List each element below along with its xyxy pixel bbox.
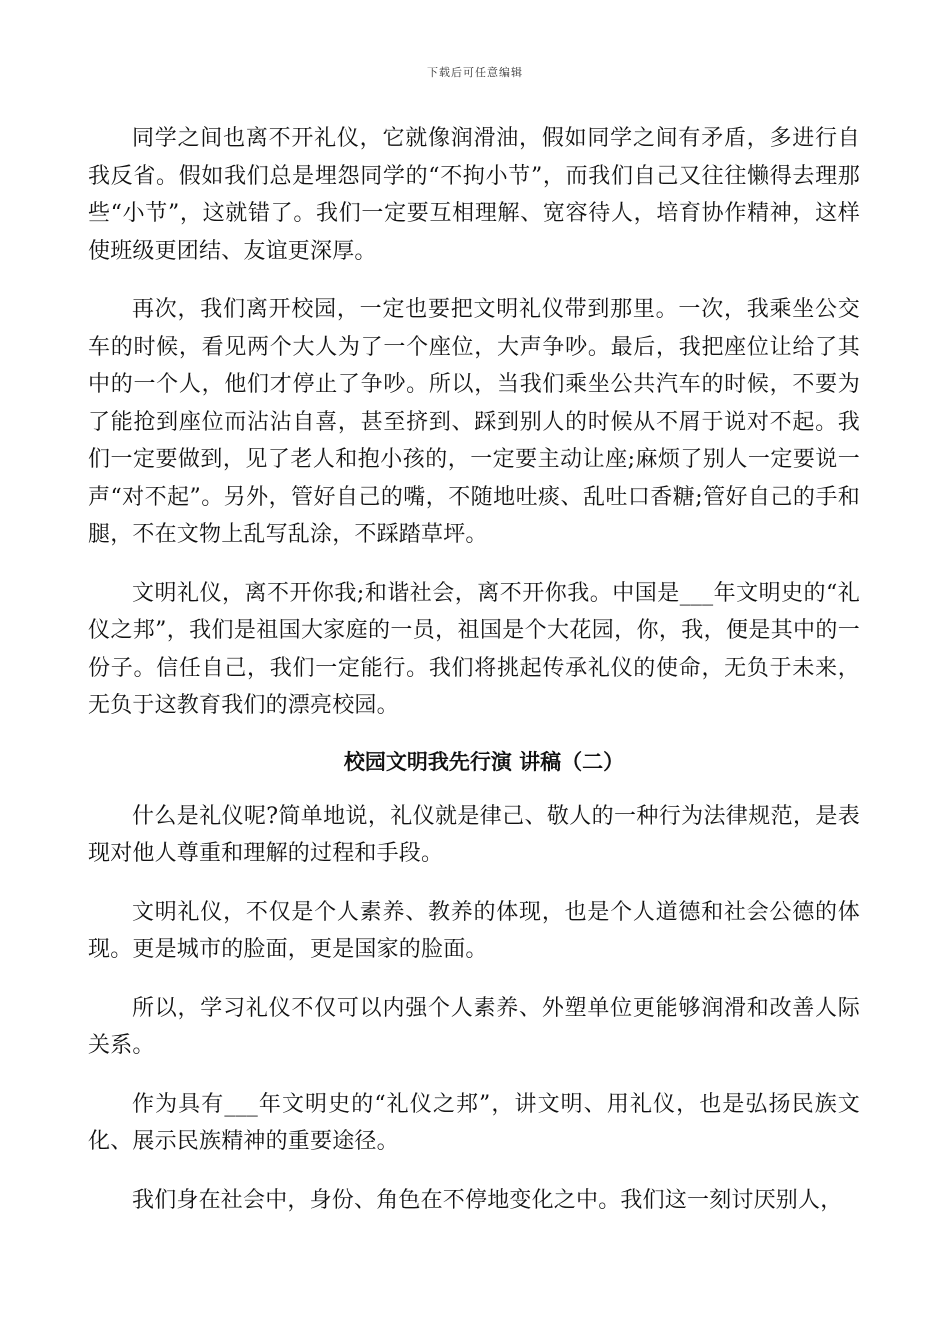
paragraph: 再次，我们离开校园，一定也要把文明礼仪带到那里。一次，我乘坐公交车的时候，看见两个大人为了一个座位，大声争吵。最后，我把座位让给了其中的一个人，他们才停止了争吵。所以，当我们乘坐公共汽车的时候，不要为了能抢到座位而沾沾自喜，甚至挤到、踩到别人的时候从不屑于说对不起。我们一定要做到，见了老人和抱小孩的，一定要主动让座;麻烦了别人一定要说一声“对不起”。另外，管好自己的嘴，不随地吐痰、乱吐口香糖;管好自己的手和腿，不在文物上乱写乱涂，不踩踏草坪。	[88, 297, 860, 547]
paragraph: 作为具有___年文明史的“礼仪之邦”，讲文明、用礼仪，也是弘扬民族文化、展示民族精神的重要途径。	[88, 1091, 860, 1154]
page-header: 下载后可任意编辑	[427, 66, 523, 79]
paragraph: 同学之间也离不开礼仪，它就像润滑油，假如同学之间有矛盾，多进行自我反省。假如我们总是埋怨同学的“不拘小节”，而我们自己又往往懒得去理那些“小节”，这就错了。我们一定要互相理解、宽容待人，培育协作精神，这样使班级更团结、友谊更深厚。	[88, 126, 860, 264]
paragraph: 什么是礼仪呢?简单地说，礼仪就是律己、敬人的一种行为法律规范，是表现对他人尊重和理解的过程和手段。	[88, 803, 860, 866]
paragraph: 所以，学习礼仪不仅可以内强个人素养、外塑单位更能够润滑和改善人际关系。	[88, 995, 860, 1058]
document-body	[88, 120, 860, 1240]
section-title: 校园文明我先行演 讲稿（二）	[343, 748, 625, 774]
paragraph: 我们身在社会中，身份、角色在不停地变化之中。我们这一刻讨厌别人，	[132, 1187, 843, 1213]
paragraph: 文明礼仪，离不开你我;和谐社会，离不开你我。中国是___年文明史的“礼仪之邦”，我们是祖国大家庭的一员，祖国是个大花园，你，我，便是其中的一份子。信任自己，我们一定能行。我们将挑起传承礼仪的使命，无负于未来，无负于这教育我们的漂亮校园。	[88, 580, 860, 718]
paragraph: 文明礼仪，不仅是个人素养、教养的体现，也是个人道德和社会公德的体现。更是城市的脸面，更是国家的脸面。	[88, 899, 860, 962]
